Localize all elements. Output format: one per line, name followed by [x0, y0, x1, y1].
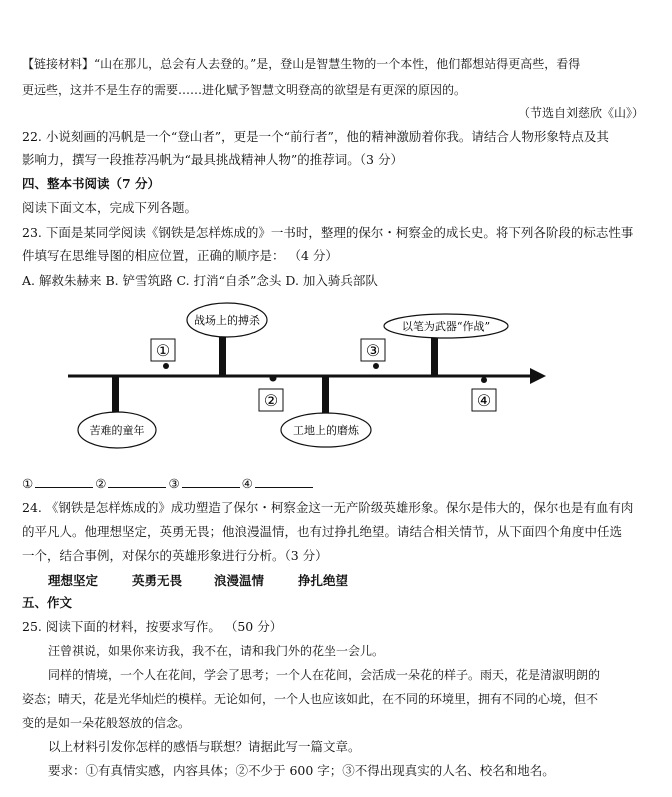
q24-line2: 的平凡人。他理想坚定，英勇无畏；他浪漫温情，也有过挣扎绝望。请结合相关情节，从下面四个角度中任选	[22, 524, 623, 539]
q23-line2: 件填写在思维导图的相应位置，正确的顺序是： （4 分）	[22, 248, 338, 263]
box-3-label: ③	[365, 341, 381, 360]
q23-options: A. 解救朱赫来 B. 铲雪筑路 C. 打消“自杀”念头 D. 加入骑兵部队	[22, 273, 378, 288]
q25-material-4: 变的是如一朵花般怒放的信念。	[22, 716, 191, 730]
stem-bottom1	[112, 376, 119, 412]
section4-title: 四、整本书阅读（7 分）	[22, 176, 161, 191]
timeline-arrowhead	[530, 368, 546, 384]
bubble-bottom2-label: 工地上的磨炼	[293, 424, 359, 437]
answer-blank-2[interactable]	[108, 475, 166, 488]
q22-line1: 22. 小说刻画的冯帆是一个“登山者”，更是一个“前行者”，他的精神激励着你我。请结合人物形象特点及其	[22, 129, 609, 144]
section5-title: 五、作文	[22, 595, 73, 610]
q25-prompt: 以上材料引发你怎样的感悟与联想？请据此写一篇文章。	[48, 739, 361, 754]
q25-requirements: 要求：①有真情实感，内容具体；②不少于 600 字；③不得出现真实的人名、校名和地名。	[48, 763, 555, 778]
growth-timeline-diagram	[0, 300, 672, 470]
answer-blank-1-label: ①	[22, 476, 34, 491]
stem-top1	[219, 336, 226, 376]
trait-4: 挣扎绝望	[298, 573, 349, 588]
section4-instruction: 阅读下面文本，完成下列各题。	[22, 200, 198, 215]
box-4-label: ④	[476, 391, 492, 410]
link-material-line2: 更远些，这并不是生存的需要……进化赋予智慧文明登高的欲望是有更深的原因的。	[22, 83, 467, 97]
answer-blank-4-label: ④	[241, 476, 253, 491]
link-material-source: （节选自刘慈欣《山》）	[517, 106, 644, 120]
q25-material-1: 汪曾祺说，如果你来访我，我不在，请和我门外的花坐一会儿。	[48, 644, 385, 658]
bubble-bottom1-label: 苦难的童年	[89, 424, 145, 437]
dot-3	[373, 363, 379, 369]
q25-material-2: 同样的情境，一个人在花间，学会了思考；一个人在花间，会活成一朵花的样子。雨天，花是清淑明朗的	[48, 668, 601, 682]
q22-line2: 影响力，撰写一段推荐冯帆为“最具挑战精神人物”的推荐词。（3 分）	[22, 152, 403, 167]
box-2-label: ②	[263, 391, 279, 410]
q25-material-3: 姿态；晴天，花是光华灿烂的模样。无论如何，一个人也应该如此，在不同的环境里，拥有不同的心境，但不	[22, 692, 599, 706]
answer-blank-3-label: ③	[168, 476, 180, 491]
stem-bottom2	[322, 376, 329, 416]
dot-1	[163, 363, 169, 369]
trait-2: 英勇无畏	[132, 573, 183, 588]
q23-line1: 23. 下面是某同学阅读《钢铁是怎样炼成的》一书时，整理的保尔・柯察金的成长史。将下列各阶段的标志性事	[22, 225, 634, 240]
trait-3: 浪漫温情	[214, 573, 265, 588]
answer-blank-4[interactable]	[255, 475, 313, 488]
answer-blank-2-label: ②	[95, 476, 107, 491]
bubble-top1-label: 战场上的搏杀	[194, 314, 260, 327]
stem-top2	[431, 336, 438, 376]
dot-2	[270, 375, 277, 382]
q24-line3: 一个，结合事例，对保尔的英雄形象进行分析。（3 分）	[22, 548, 328, 563]
answer-blank-3[interactable]	[182, 475, 240, 488]
bubble-top2-label: 以笔为武器“作战”	[401, 320, 491, 333]
dot-4	[481, 377, 487, 383]
q24-line1: 24. 《钢铁是怎样炼成的》成功塑造了保尔・柯察金这一无产阶级英雄形象。保尔是伟大的，保尔也是有血有肉	[22, 500, 634, 515]
q23-answer-blanks	[22, 475, 652, 492]
trait-1: 理想坚定	[48, 573, 99, 588]
link-material-line1: 【链接材料】“山在那儿，总会有人去登的。”是，登山是智慧生物的一个本性，他们都想站得更高些，看得	[22, 57, 581, 71]
answer-blank-1[interactable]	[35, 475, 93, 488]
box-1-label: ①	[155, 341, 171, 360]
q25-line1: 25. 阅读下面的材料，按要求写作。 （50 分）	[22, 619, 283, 634]
